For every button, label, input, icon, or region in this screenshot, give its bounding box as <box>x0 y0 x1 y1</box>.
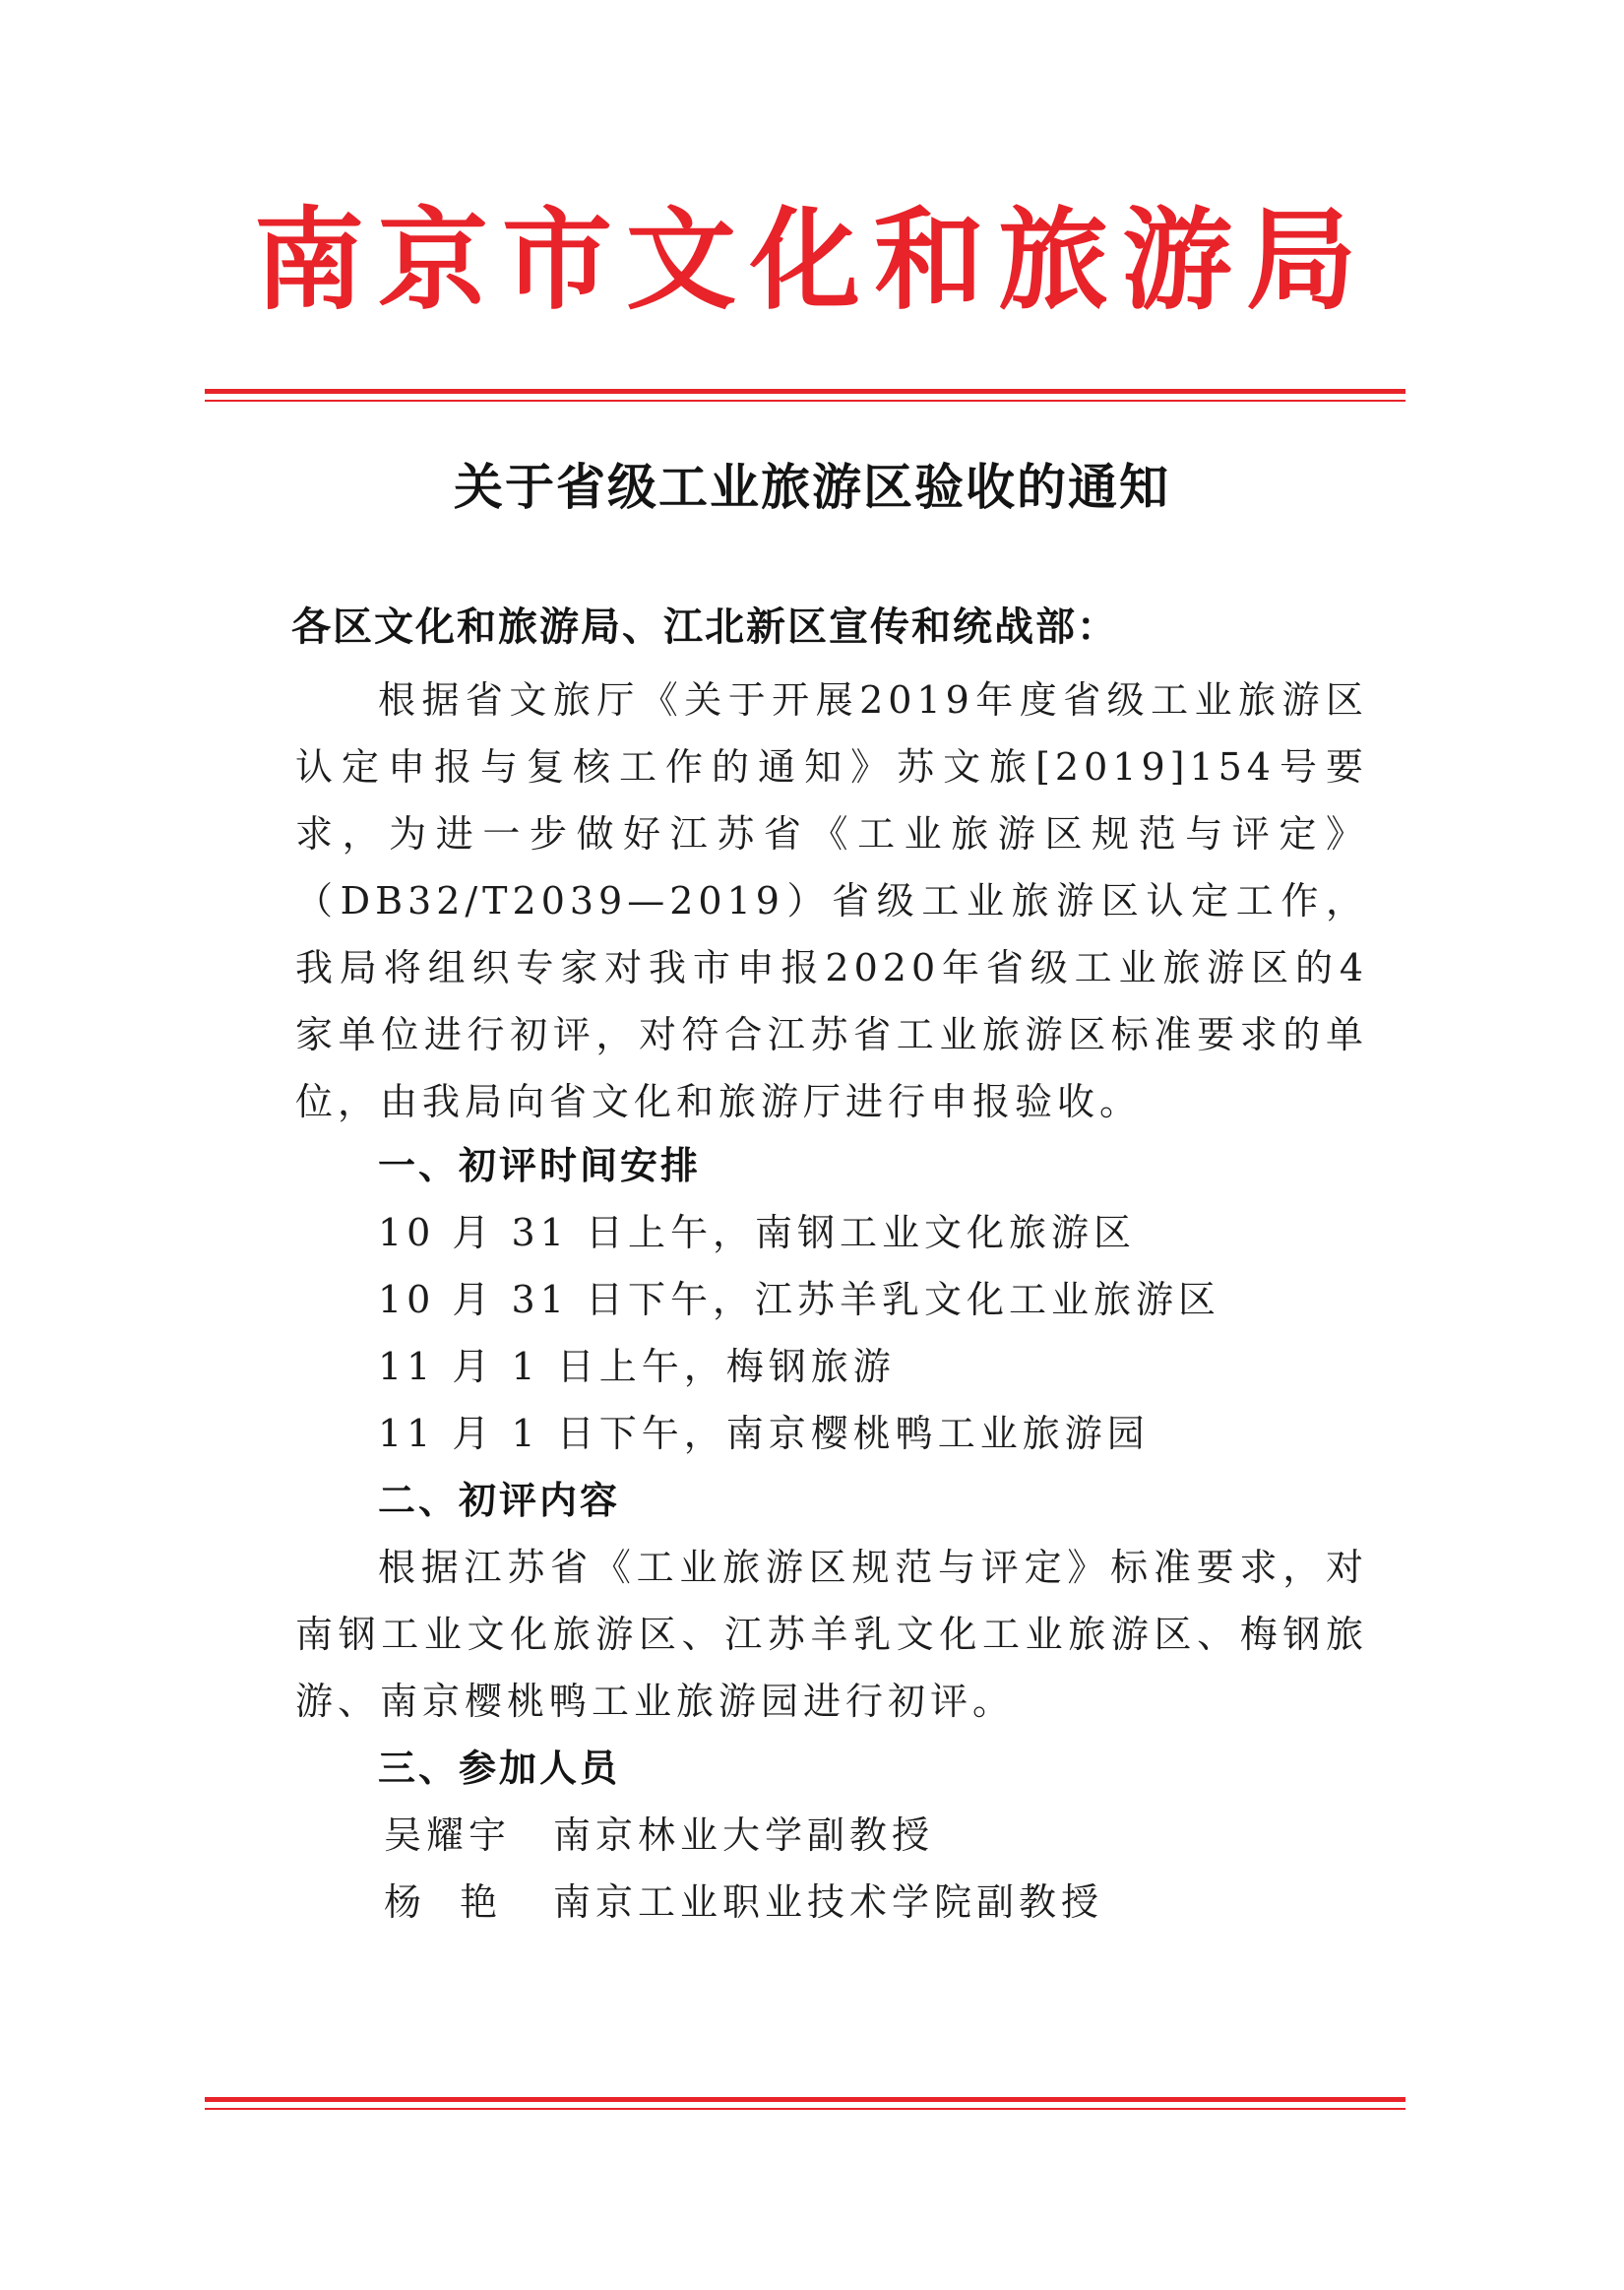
participant-row <box>384 1802 934 1869</box>
participant-row <box>384 1869 1103 1936</box>
letterhead-rule-bottom <box>205 400 1405 402</box>
participant-title: 南京林业大学副教授 <box>553 1813 935 1857</box>
section-heading-schedule: 一、初评时间安排 <box>378 1144 702 1187</box>
section-heading-content: 二、初评内容 <box>378 1479 621 1522</box>
intro-paragraph: 根据省文旅厅《关于开展2019年度省级工业旅游区认定申报与复核工作的通知》苏文旅[2019]154号要求，为进一步做好江苏省《工业旅游区规范与评定》（DB32/T2039—2019）省级工业旅游区认定工作，我局将组织专家对我市申报2020年省级工业旅游区的4家单位进行初评，对符合江苏省工业旅游区标准要求的单位，由我局向省文化和旅游厅进行申报验收。 <box>295 678 1368 1123</box>
section-heading-participants: 三、参加人员 <box>378 1747 621 1790</box>
document-title: 关于省级工业旅游区验收的通知 <box>454 459 1170 516</box>
schedule-item: 10 月 31 日下午，江苏羊乳文化工业旅游区 <box>378 1278 1220 1321</box>
schedule-item: 11 月 1 日上午，梅钢旅游 <box>378 1345 896 1388</box>
participant-name: 杨 艳 <box>384 1880 503 1924</box>
schedule-item: 10 月 31 日上午，南钢工业文化旅游区 <box>378 1211 1136 1254</box>
letterhead-rule-top <box>205 389 1405 394</box>
content-paragraph: 根据江苏省《工业旅游区规范与评定》标准要求，对南钢工业文化旅游区、江苏羊乳文化工业旅游区、梅钢旅游、南京樱桃鸭工业旅游园进行初评。 <box>295 1546 1368 1723</box>
footer-rule-top <box>205 2097 1405 2102</box>
participant-title: 南京工业职业技术学院副教授 <box>553 1880 1104 1924</box>
salutation: 各区文化和旅游局、江北新区宣传和统战部： <box>291 604 1118 650</box>
letterhead-organization: 南京市文化和旅游局 <box>254 196 1370 325</box>
schedule-item: 11 月 1 日下午，南京樱桃鸭工业旅游园 <box>378 1412 1150 1455</box>
participant-name: 吴耀宇 <box>384 1813 512 1857</box>
footer-rule-bottom <box>205 2108 1405 2110</box>
